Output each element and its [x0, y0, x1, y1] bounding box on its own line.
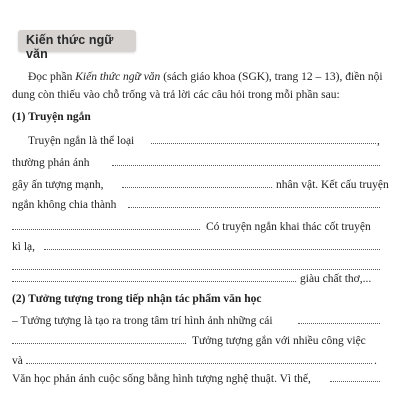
section2-heading: (2) Tưởng tượng trong tiếp nhận tác phẩm văn học	[12, 293, 262, 305]
intro-book-title: Kiến thức ngữ văn	[75, 71, 161, 83]
s2-line-1-text: – Tưởng tượng là tạo ra trong tâm trí hình ảnh những cái	[12, 315, 273, 327]
s1-line-2-text: thường phản ánh	[12, 157, 90, 169]
s1-line-5	[0, 220, 400, 234]
section-banner	[18, 30, 136, 61]
answer-blank[interactable]	[112, 165, 380, 166]
answer-blank[interactable]	[298, 323, 380, 324]
s2-line-3-text: và	[12, 355, 23, 367]
s1-line-1-end: ,	[377, 135, 380, 147]
s1-line-2	[0, 156, 400, 170]
s1-line-8	[0, 272, 400, 286]
s2-line-1	[0, 314, 400, 328]
answer-blank[interactable]	[12, 281, 296, 282]
s1-line-6-text: kì lạ,	[12, 241, 35, 253]
answer-blank[interactable]	[12, 229, 200, 230]
s2-line-4	[0, 372, 400, 386]
answer-blank[interactable]	[12, 343, 186, 344]
s1-line-4	[0, 198, 400, 212]
section1-heading: (1) Truyện ngắn	[12, 111, 91, 123]
answer-blank[interactable]	[122, 187, 272, 188]
s2-line-2-text: Tưởng tượng gắn với nhiều công việc	[192, 335, 366, 347]
s2-line-2	[0, 334, 400, 348]
s2-line-4-text: Văn học phản ánh cuộc sống bằng hình tượng nghệ thuật. Vì thế,	[12, 373, 311, 385]
answer-blank[interactable]	[151, 143, 376, 144]
section1-heading-row	[0, 110, 400, 124]
intro-prefix: Đọc phần	[28, 71, 76, 83]
s1-line-3-text-a: gây ấn tượng mạnh,	[12, 179, 104, 191]
answer-blank[interactable]	[44, 249, 380, 250]
s1-line-6	[0, 240, 400, 254]
s1-line-3	[0, 178, 400, 192]
s1-line-1-text: Truyện ngắn là thể loại	[28, 135, 135, 147]
s1-line-3-text-b: nhân vật. Kết cấu truyện	[276, 179, 389, 191]
s1-line-5-text: Có truyện ngắn khai thác cốt truyện	[206, 221, 371, 233]
banner-title: Kiến thức ngữ văn	[26, 33, 114, 61]
answer-blank[interactable]	[26, 363, 372, 364]
section2-heading-row	[0, 292, 400, 306]
s1-line-1	[0, 134, 400, 148]
s2-line-3	[0, 354, 400, 368]
intro-line-1	[0, 70, 400, 84]
answer-blank[interactable]	[128, 207, 380, 208]
s1-line-8-text: giàu chất thơ,...	[300, 273, 372, 285]
answer-blank[interactable]	[12, 269, 380, 270]
s2-line-3-end: .	[374, 355, 377, 367]
intro-suffix: (sách giáo khoa (SGK), trang 12 – 13), điền nội	[160, 71, 383, 83]
s1-line-4-text: ngắn không chia thành	[12, 199, 117, 211]
answer-blank[interactable]	[330, 381, 380, 382]
intro-line-2	[0, 88, 400, 102]
intro-line-2-text: dung còn thiếu vào chỗ trống và trả lời các câu hỏi trong mỗi phần sau:	[12, 89, 340, 101]
